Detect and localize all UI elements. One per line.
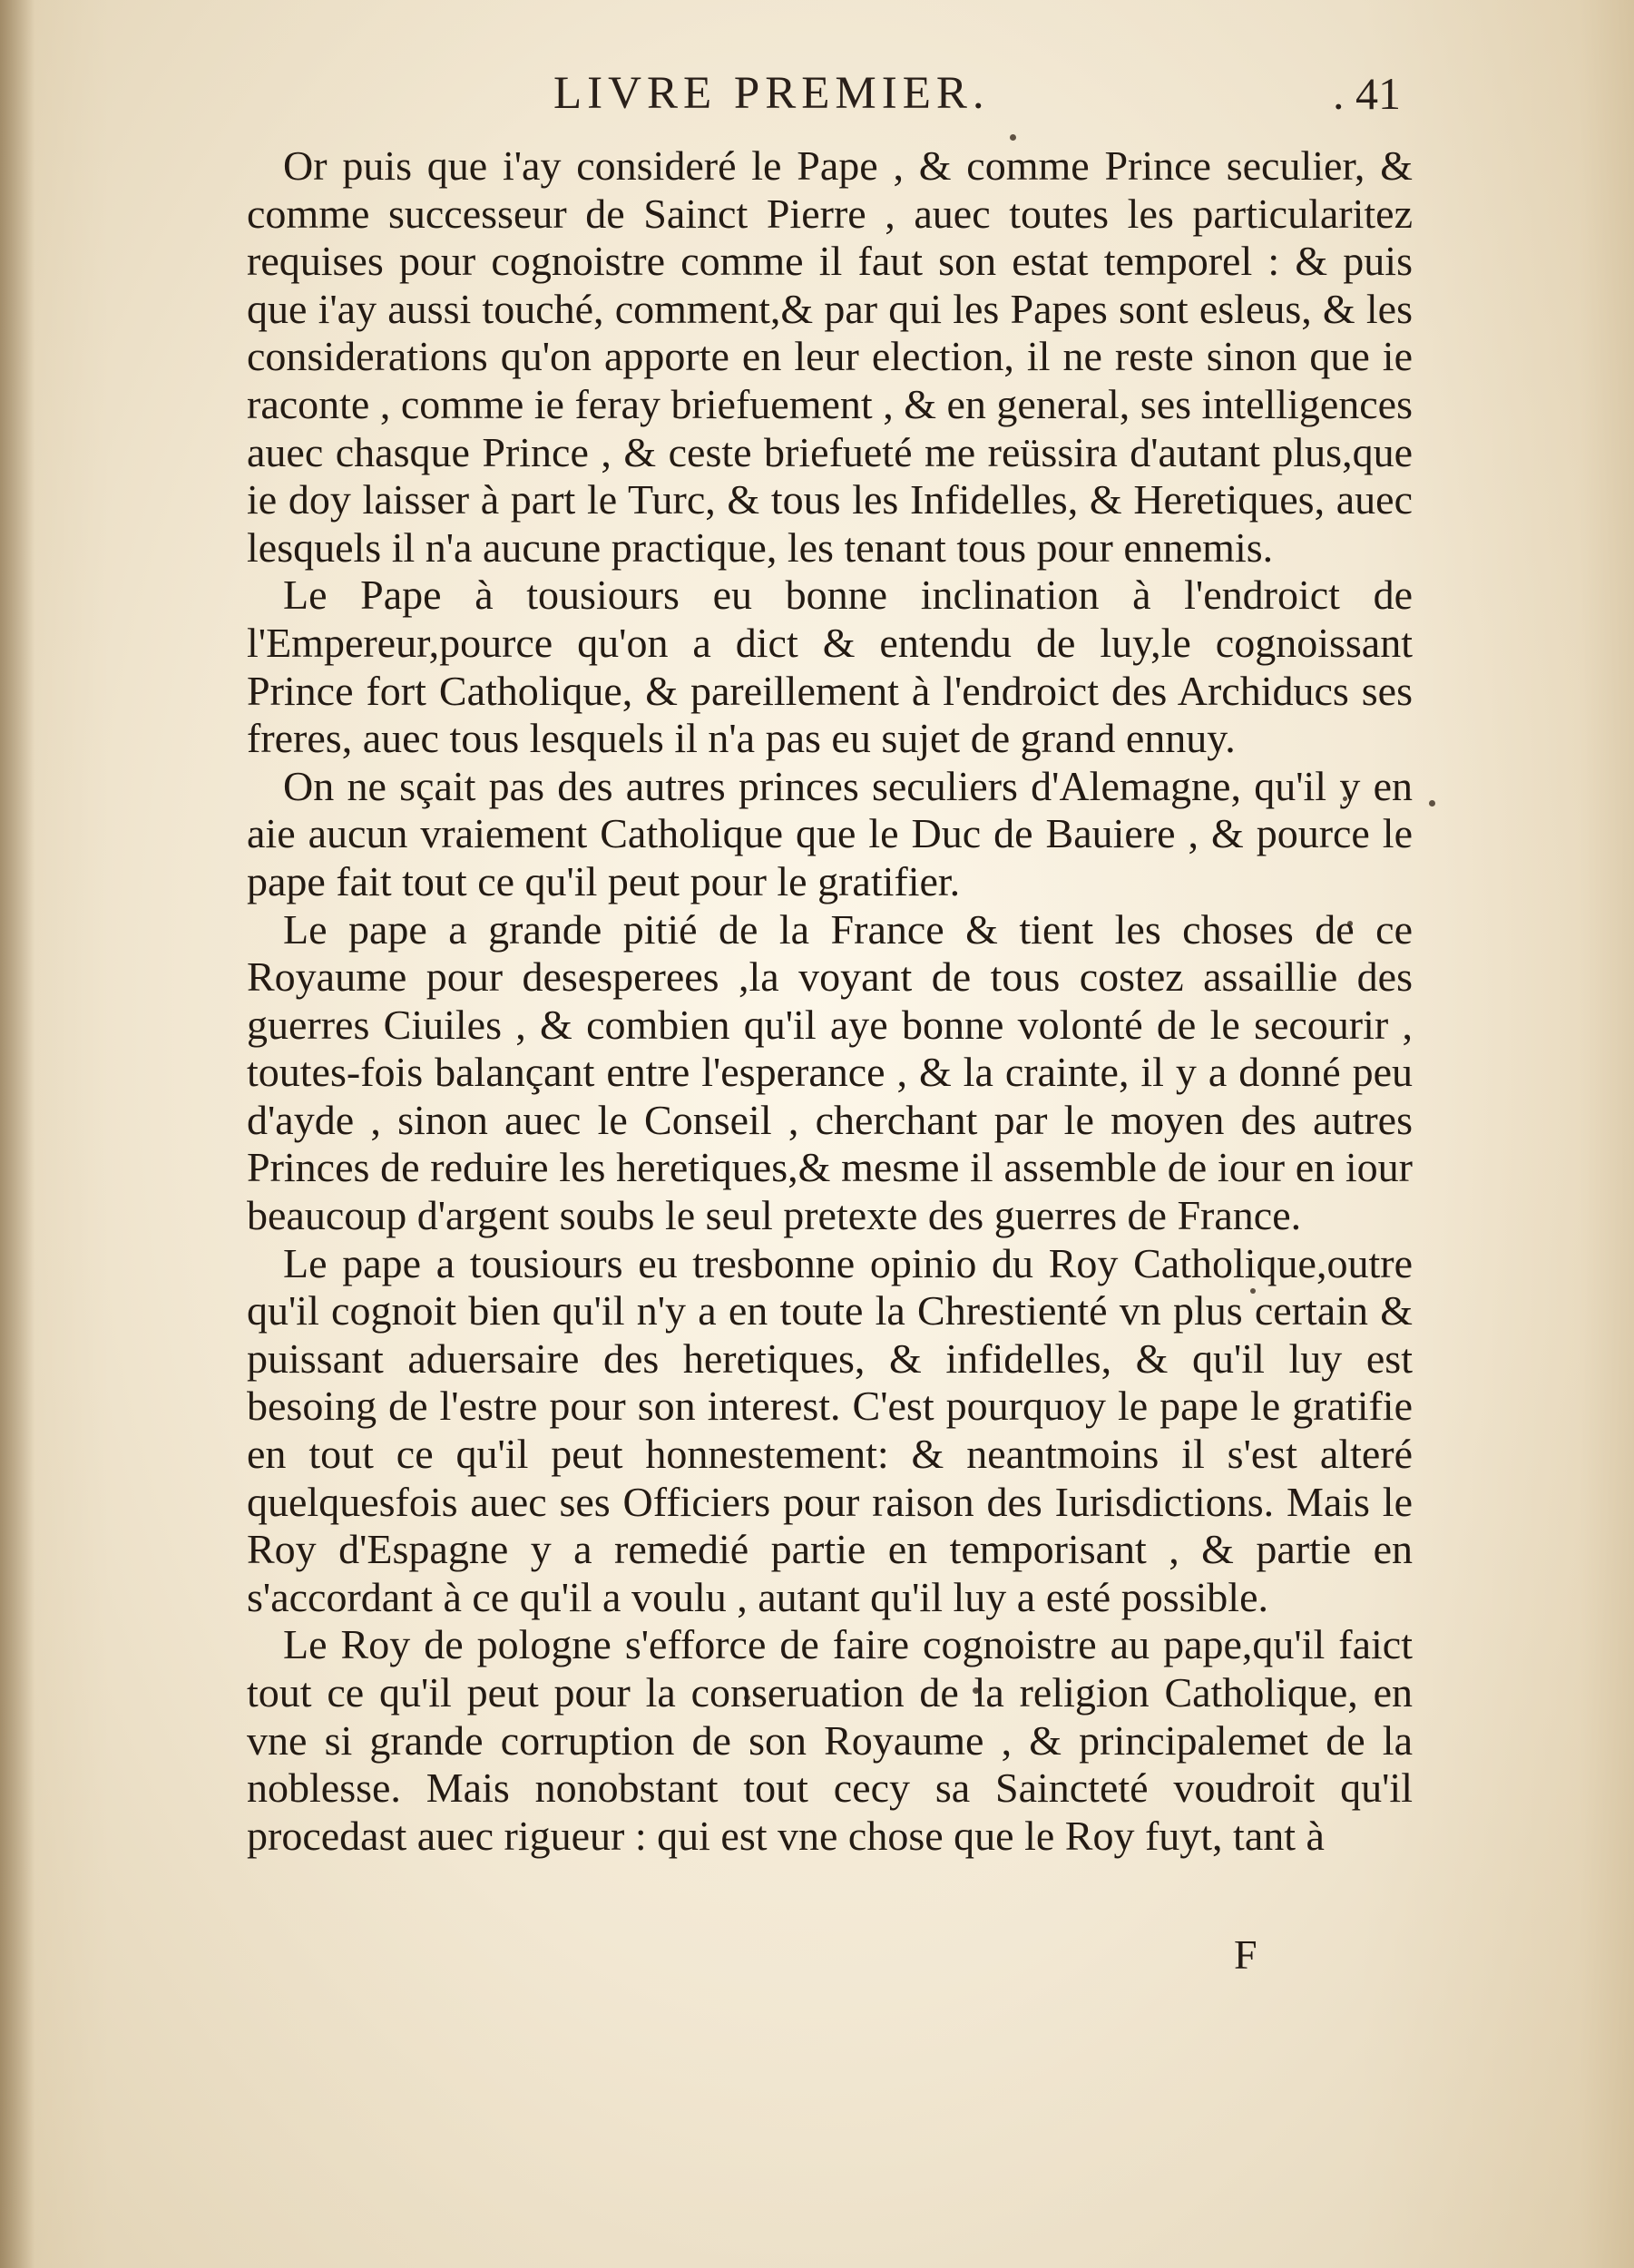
paragraph: Or puis que i'ay consideré le Pape , & comme Prince seculier, & comme successeur de Sainct Pierre , auec toutes les particularitez requises pour cognoistre comme il faut son estat temporel : & puis que i'ay aussi touché, comment,& par qui les Papes sont esleus, & les considerations qu'on apporte en leur election, il ne reste sinon que ie raconte , comme ie feray briefuement , & en general, ses intelligences auec chasque Prince , & ceste briefueté me reüssira d'autant plus,que ie doy laisser à part le Turc, & tous les Infidelles, & Heretiques, auec lesquels il n'a aucune practique, les tenant tous pour ennemis. — [247, 142, 1413, 571]
ink-speck — [1429, 800, 1435, 807]
signature-mark: F — [1234, 1931, 1257, 1978]
ink-speck — [1010, 134, 1016, 141]
paragraph: Le Roy de pologne s'efforce de faire cognoistre au pape,qu'il faict tout ce qu'il peut pour la conseruation de la religion Catholique, en vne si grande corruption de son Royaume , & principalemet de la noblesse. Mais nonobstant tout cecy sa Saincteté voudroit qu'il procedast auec rigueur : qui est vne chose que le Roy fuyt, tant à — [247, 1621, 1413, 1859]
paragraph: Le Pape à tousiours eu bonne inclination à l'endroict de l'Empereur,pource qu'on a dict & entendu de luy,le cognoissant Prince fort Catholique, & pareillement à l'endroict des Archiducs ses freres, auec tous lesquels il n'a pas eu sujet de grand ennuy. — [247, 572, 1413, 762]
binding-gutter — [0, 0, 34, 2268]
page-number: . 41 — [1333, 68, 1401, 119]
paragraph: Le pape a grande pitié de la France & tient les choses de ce Royaume pour desesperees ,la voyant de tous costez assaillie des guerres Ciuiles , & combien qu'il aye bonne volonté de le secourir , toutes-fois balançant entre l'esperance , & la crainte, il y a donné peu d'ayde , sinon auec le Conseil , cherchant par le moyen des autres Princes de reduire les heretiques,& mesme il assemble de iour en iour beaucoup d'argent soubs le seul pretexte des guerres de France. — [247, 905, 1413, 1239]
running-title: LIVRE PREMIER. — [553, 68, 990, 119]
page-header — [254, 67, 1433, 131]
paragraph: Le pape a tousiours eu tresbonne opinio du Roy Catholique,outre qu'il cognoit bien qu'il n'y a en toute la Chrestienté vn plus certain & puissant aduersaire des heretiques, & infidelles, & qu'il luy est besoing de l'estre pour son interest. C'est pourquoy le pape le gratifie en tout ce qu'il peut honnestement: & neantmoins il s'est alteré quelquesfois auec ses Officiers pour raison des Iurisdictions. Mais le Roy d'Espagne y a remedié partie en temporisant , & partie en s'accordant à ce qu'il a voulu , autant qu'il luy a esté possible. — [247, 1239, 1413, 1620]
paragraph: On ne sçait pas des autres princes seculiers d'Alemagne, qu'il y en aie aucun vraiement Catholique que le Duc de Bauiere , & pource le pape fait tout ce qu'il peut pour le gratifier. — [247, 762, 1413, 904]
body-text — [247, 142, 1413, 1860]
